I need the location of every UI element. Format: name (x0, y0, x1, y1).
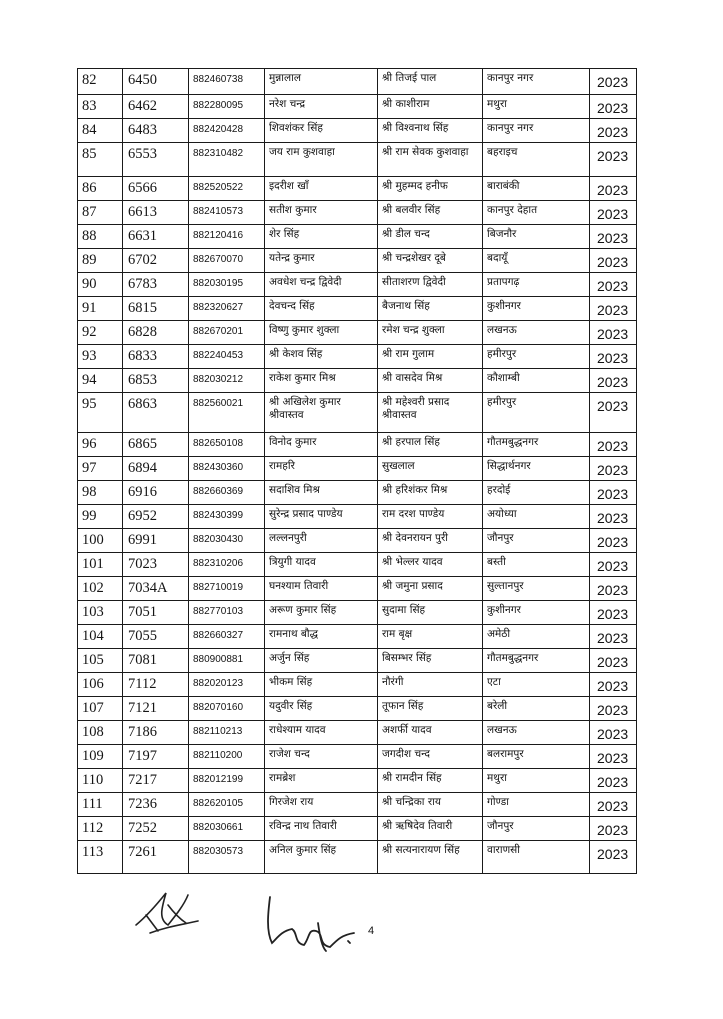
table-row (78, 393, 637, 433)
father-name: सीताशरण द्विवेदी (378, 273, 483, 297)
table-row (78, 625, 637, 649)
pno-number: 882110213 (189, 721, 265, 745)
person-name: विनोद कुमार (265, 433, 378, 457)
record-id: 6483 (123, 119, 189, 143)
year: 2023 (590, 249, 637, 273)
district: बाराबंकी (483, 177, 590, 201)
pno-number: 882030573 (189, 841, 265, 874)
pno-number: 882710019 (189, 577, 265, 601)
year: 2023 (590, 481, 637, 505)
record-id: 6833 (123, 345, 189, 369)
father-name: श्री राम सेवक कुशवाहा (378, 143, 483, 177)
serial-number: 105 (78, 649, 123, 673)
father-name: राम दरश पाण्डेय (378, 505, 483, 529)
pno-number: 882670201 (189, 321, 265, 345)
district: मथुरा (483, 95, 590, 119)
father-name: श्री महेश्वरी प्रसाद श्रीवास्तव (378, 393, 483, 433)
record-id: 7217 (123, 769, 189, 793)
pno-number: 882310482 (189, 143, 265, 177)
year: 2023 (590, 457, 637, 481)
record-id: 7121 (123, 697, 189, 721)
district: हमीरपुर (483, 345, 590, 369)
record-id: 6853 (123, 369, 189, 393)
person-name: नरेश चन्द्र (265, 95, 378, 119)
table-row (78, 143, 637, 177)
table-row (78, 553, 637, 577)
pno-number: 882030430 (189, 529, 265, 553)
person-name: श्री केशव सिंह (265, 345, 378, 369)
person-name: रामहरि (265, 457, 378, 481)
record-id: 7236 (123, 793, 189, 817)
serial-number: 82 (78, 69, 123, 95)
table-row (78, 769, 637, 793)
table-row (78, 505, 637, 529)
year: 2023 (590, 201, 637, 225)
year: 2023 (590, 769, 637, 793)
year: 2023 (590, 673, 637, 697)
father-name: श्री ऋषिदेव तिवारी (378, 817, 483, 841)
person-name: शेर सिंह (265, 225, 378, 249)
year: 2023 (590, 649, 637, 673)
table-row (78, 249, 637, 273)
table-row (78, 69, 637, 95)
pno-number: 882310206 (189, 553, 265, 577)
year: 2023 (590, 273, 637, 297)
table-row (78, 119, 637, 143)
serial-number: 109 (78, 745, 123, 769)
district: प्रतापगढ़ (483, 273, 590, 297)
table-row (78, 601, 637, 625)
person-name: त्रियुगी यादव (265, 553, 378, 577)
serial-number: 90 (78, 273, 123, 297)
pno-number: 882320627 (189, 297, 265, 321)
person-name: अर्जुन सिंह (265, 649, 378, 673)
year: 2023 (590, 529, 637, 553)
pno-number: 882410573 (189, 201, 265, 225)
serial-number: 113 (78, 841, 123, 874)
district: बलरामपुर (483, 745, 590, 769)
serial-number: 104 (78, 625, 123, 649)
record-id: 7252 (123, 817, 189, 841)
pno-number: 882030195 (189, 273, 265, 297)
district: बदायूँ (483, 249, 590, 273)
father-name: श्री बलवीर सिंह (378, 201, 483, 225)
year: 2023 (590, 553, 637, 577)
table-row (78, 673, 637, 697)
pno-number: 882012199 (189, 769, 265, 793)
person-name: रामनाथ बौद्ध (265, 625, 378, 649)
record-id: 6450 (123, 69, 189, 95)
pno-number: 882520522 (189, 177, 265, 201)
district: लखनऊ (483, 721, 590, 745)
person-name: जय राम कुशवाहा (265, 143, 378, 177)
signature-1 (128, 885, 208, 945)
serial-number: 112 (78, 817, 123, 841)
father-name: श्री हरिशंकर मिश्र (378, 481, 483, 505)
serial-number: 85 (78, 143, 123, 177)
father-name: सुखलाल (378, 457, 483, 481)
pno-number: 882650108 (189, 433, 265, 457)
district: गोण्डा (483, 793, 590, 817)
person-name: घनश्याम तिवारी (265, 577, 378, 601)
record-id: 7197 (123, 745, 189, 769)
page-number: 4 (368, 925, 375, 937)
table-row (78, 95, 637, 119)
person-name: सतीश कुमार (265, 201, 378, 225)
father-name: नौरंगी (378, 673, 483, 697)
serial-number: 96 (78, 433, 123, 457)
pno-number: 882070160 (189, 697, 265, 721)
year: 2023 (590, 69, 637, 95)
table-row (78, 841, 637, 874)
serial-number: 95 (78, 393, 123, 433)
district: एटा (483, 673, 590, 697)
serial-number: 86 (78, 177, 123, 201)
table-row (78, 649, 637, 673)
record-id: 6553 (123, 143, 189, 177)
serial-number: 83 (78, 95, 123, 119)
father-name: श्री हरपाल सिंह (378, 433, 483, 457)
record-id: 6631 (123, 225, 189, 249)
record-id: 7261 (123, 841, 189, 874)
record-id: 7023 (123, 553, 189, 577)
table-row (78, 529, 637, 553)
record-id: 6952 (123, 505, 189, 529)
father-name: श्री तिजई पाल (378, 69, 483, 95)
record-id: 6865 (123, 433, 189, 457)
person-name: गिरजेश राय (265, 793, 378, 817)
pno-number: 882240453 (189, 345, 265, 369)
district: अयोध्या (483, 505, 590, 529)
father-name: अशर्फी यादव (378, 721, 483, 745)
pno-number: 882670070 (189, 249, 265, 273)
year: 2023 (590, 745, 637, 769)
father-name: बिसम्भर सिंह (378, 649, 483, 673)
serial-number: 100 (78, 529, 123, 553)
year: 2023 (590, 625, 637, 649)
serial-number: 99 (78, 505, 123, 529)
father-name: रमेश चन्द्र शुक्ला (378, 321, 483, 345)
serial-number: 108 (78, 721, 123, 745)
pno-number: 882770103 (189, 601, 265, 625)
father-name: श्री राम गुलाम (378, 345, 483, 369)
serial-number: 110 (78, 769, 123, 793)
district: बिजनौर (483, 225, 590, 249)
person-name: विष्णु कुमार शुक्ला (265, 321, 378, 345)
year: 2023 (590, 433, 637, 457)
serial-number: 103 (78, 601, 123, 625)
person-name: राजेश चन्द (265, 745, 378, 769)
year: 2023 (590, 225, 637, 249)
pno-number: 882430360 (189, 457, 265, 481)
table-row (78, 321, 637, 345)
pno-number: 882660327 (189, 625, 265, 649)
district: कुशीनगर (483, 601, 590, 625)
pno-number: 882660369 (189, 481, 265, 505)
father-name: श्री विश्वनाथ सिंह (378, 119, 483, 143)
father-name: सुदामा सिंह (378, 601, 483, 625)
father-name: श्री चन्द्रिका राय (378, 793, 483, 817)
father-name: जगदीश चन्द (378, 745, 483, 769)
father-name: श्री सत्यनारायण सिंह (378, 841, 483, 874)
district: हरदोई (483, 481, 590, 505)
serial-number: 98 (78, 481, 123, 505)
father-name: श्री देवनरायन पुरी (378, 529, 483, 553)
year: 2023 (590, 321, 637, 345)
serial-number: 91 (78, 297, 123, 321)
person-name: लल्लनपुरी (265, 529, 378, 553)
serial-number: 92 (78, 321, 123, 345)
year: 2023 (590, 721, 637, 745)
district: अमेठी (483, 625, 590, 649)
year: 2023 (590, 577, 637, 601)
year: 2023 (590, 143, 637, 177)
district: कानपुर नगर (483, 69, 590, 95)
father-name: श्री भेल्लर यादव (378, 553, 483, 577)
person-name: यदुवीर सिंह (265, 697, 378, 721)
father-name: तूफान सिंह (378, 697, 483, 721)
table-row (78, 481, 637, 505)
record-id: 7112 (123, 673, 189, 697)
year: 2023 (590, 95, 637, 119)
record-id: 6916 (123, 481, 189, 505)
pno-number: 882030661 (189, 817, 265, 841)
table-body (78, 69, 637, 874)
year: 2023 (590, 297, 637, 321)
record-id: 6815 (123, 297, 189, 321)
record-id: 6783 (123, 273, 189, 297)
record-id: 6566 (123, 177, 189, 201)
serial-number: 94 (78, 369, 123, 393)
table-row (78, 817, 637, 841)
table-row (78, 273, 637, 297)
year: 2023 (590, 841, 637, 874)
table-row (78, 577, 637, 601)
district: जौनपुर (483, 529, 590, 553)
district: कानपुर नगर (483, 119, 590, 143)
district: बरेली (483, 697, 590, 721)
father-name: बैजनाथ सिंह (378, 297, 483, 321)
pno-number: 880900881 (189, 649, 265, 673)
pno-number: 882020123 (189, 673, 265, 697)
person-name: सुरेन्द्र प्रसाद पाण्डेय (265, 505, 378, 529)
record-id: 6894 (123, 457, 189, 481)
person-name: इदरीश खाँ (265, 177, 378, 201)
district: बस्ती (483, 553, 590, 577)
person-name: राधेश्याम यादव (265, 721, 378, 745)
person-name: देवचन्द सिंह (265, 297, 378, 321)
year: 2023 (590, 793, 637, 817)
personnel-table (77, 68, 637, 874)
father-name: श्री डील चन्द (378, 225, 483, 249)
record-id: 7055 (123, 625, 189, 649)
district: लखनऊ (483, 321, 590, 345)
record-id: 6991 (123, 529, 189, 553)
serial-number: 93 (78, 345, 123, 369)
table-row (78, 457, 637, 481)
district: सुल्तानपुर (483, 577, 590, 601)
person-name: रामब्रेश (265, 769, 378, 793)
year: 2023 (590, 697, 637, 721)
table-row (78, 369, 637, 393)
district: सिद्धार्थनगर (483, 457, 590, 481)
table-row (78, 177, 637, 201)
pno-number: 882030212 (189, 369, 265, 393)
pno-number: 882120416 (189, 225, 265, 249)
district: कुशीनगर (483, 297, 590, 321)
year: 2023 (590, 817, 637, 841)
district: गौतमबुद्धनगर (483, 433, 590, 457)
table-row (78, 697, 637, 721)
pno-number: 882420428 (189, 119, 265, 143)
pno-number: 882620105 (189, 793, 265, 817)
table-row (78, 793, 637, 817)
record-id: 6863 (123, 393, 189, 433)
father-name: श्री काशीराम (378, 95, 483, 119)
person-name: शिवशंकर सिंह (265, 119, 378, 143)
record-id: 6828 (123, 321, 189, 345)
father-name: श्री जमुना प्रसाद (378, 577, 483, 601)
father-name: श्री मुहम्मद हनीफ (378, 177, 483, 201)
serial-number: 84 (78, 119, 123, 143)
signature-2 (258, 893, 368, 953)
district: जौनपुर (483, 817, 590, 841)
year: 2023 (590, 393, 637, 433)
person-name: श्री अखिलेश कुमार श्रीवास्तव (265, 393, 378, 433)
person-name: अवधेश चन्द्र द्विवेदी (265, 273, 378, 297)
person-name: अरूण कुमार सिंह (265, 601, 378, 625)
table-row (78, 721, 637, 745)
district: बहराइच (483, 143, 590, 177)
serial-number: 102 (78, 577, 123, 601)
district: कानपुर देहात (483, 201, 590, 225)
record-id: 7081 (123, 649, 189, 673)
serial-number: 87 (78, 201, 123, 225)
district: मथुरा (483, 769, 590, 793)
record-id: 7051 (123, 601, 189, 625)
serial-number: 88 (78, 225, 123, 249)
father-name: श्री रामदीन सिंह (378, 769, 483, 793)
table-row (78, 297, 637, 321)
pno-number: 882110200 (189, 745, 265, 769)
district: वाराणसी (483, 841, 590, 874)
table-row (78, 225, 637, 249)
year: 2023 (590, 369, 637, 393)
table-row (78, 433, 637, 457)
year: 2023 (590, 119, 637, 143)
year: 2023 (590, 505, 637, 529)
district: कौशाम्बी (483, 369, 590, 393)
record-id: 7186 (123, 721, 189, 745)
table-row (78, 745, 637, 769)
record-id: 6613 (123, 201, 189, 225)
district: हमीरपुर (483, 393, 590, 433)
district: गौतमबुद्धनगर (483, 649, 590, 673)
person-name: यतेन्द्र कुमार (265, 249, 378, 273)
serial-number: 97 (78, 457, 123, 481)
person-name: राकेश कुमार मिश्र (265, 369, 378, 393)
record-id: 6462 (123, 95, 189, 119)
serial-number: 111 (78, 793, 123, 817)
person-name: अनिल कुमार सिंह (265, 841, 378, 874)
person-name: सदाशिव मिश्र (265, 481, 378, 505)
pno-number: 882430399 (189, 505, 265, 529)
table-row (78, 345, 637, 369)
serial-number: 106 (78, 673, 123, 697)
person-name: भीकम सिंह (265, 673, 378, 697)
person-name: मुन्नालाल (265, 69, 378, 95)
pno-number: 882560021 (189, 393, 265, 433)
year: 2023 (590, 345, 637, 369)
table-row (78, 201, 637, 225)
father-name: श्री चन्द्रशेखर दूबे (378, 249, 483, 273)
serial-number: 89 (78, 249, 123, 273)
serial-number: 101 (78, 553, 123, 577)
pno-number: 882280095 (189, 95, 265, 119)
pno-number: 882460738 (189, 69, 265, 95)
record-id: 6702 (123, 249, 189, 273)
year: 2023 (590, 601, 637, 625)
year: 2023 (590, 177, 637, 201)
father-name: राम बृक्ष (378, 625, 483, 649)
father-name: श्री वासदेव मिश्र (378, 369, 483, 393)
person-name: रविन्द्र नाथ तिवारी (265, 817, 378, 841)
record-id: 7034A (123, 577, 189, 601)
serial-number: 107 (78, 697, 123, 721)
